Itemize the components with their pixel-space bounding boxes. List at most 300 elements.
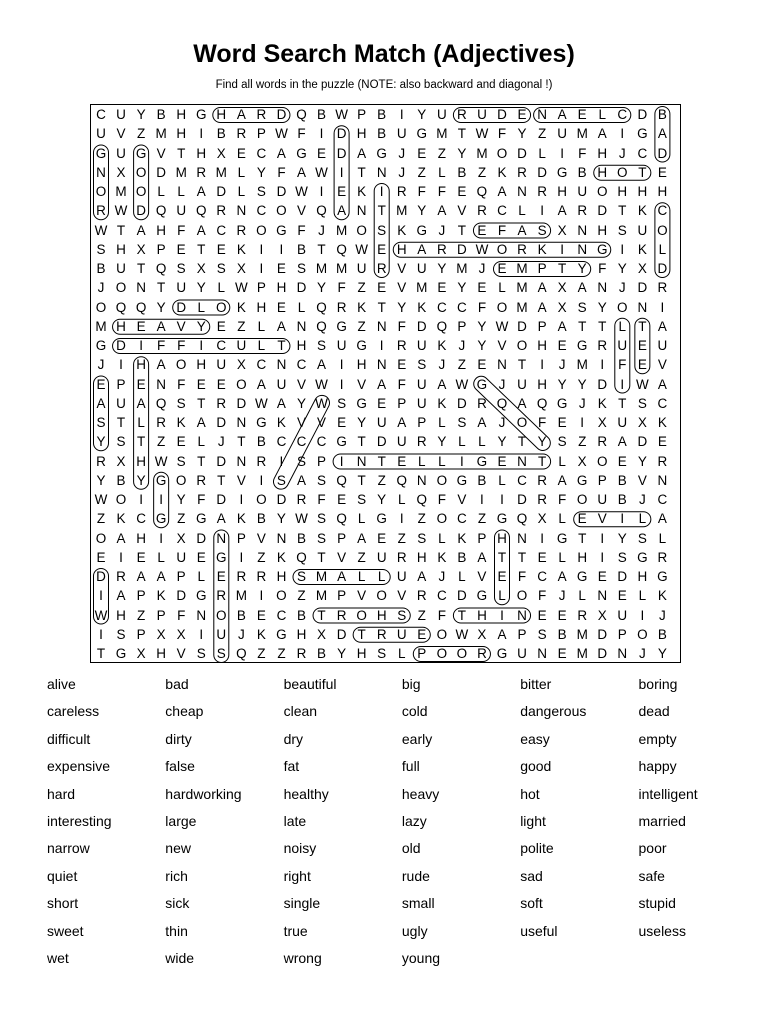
grid-letter: J xyxy=(478,261,486,276)
word-list-item: large xyxy=(165,813,197,829)
grid-letter: W xyxy=(475,241,489,257)
grid-letter: P xyxy=(517,626,527,642)
grid-letter: A xyxy=(477,549,487,565)
grid-letter: T xyxy=(357,434,366,450)
grid-letter: D xyxy=(597,203,608,219)
grid-letter: R xyxy=(396,338,407,353)
grid-letter: Y xyxy=(317,280,327,296)
grid-letter: G xyxy=(95,145,107,161)
grid-letter: W xyxy=(94,492,108,507)
grid-letter: T xyxy=(638,318,647,334)
word-list-item: wide xyxy=(165,950,195,966)
grid-letter: I xyxy=(540,203,544,219)
grid-letter: J xyxy=(438,569,446,584)
grid-letter: O xyxy=(95,530,107,546)
grid-letter: L xyxy=(397,492,406,507)
grid-letter: E xyxy=(637,357,647,373)
grid-letter: G xyxy=(276,626,287,642)
grid-letter: F xyxy=(437,184,446,199)
grid-letter: S xyxy=(96,241,106,257)
grid-letter: A xyxy=(397,415,407,430)
grid-letter: E xyxy=(457,184,467,199)
grid-letter: A xyxy=(437,376,447,392)
grid-letter: K xyxy=(437,338,447,353)
grid-letter: K xyxy=(236,299,246,315)
grid-letter: F xyxy=(397,318,406,334)
grid-letter: A xyxy=(296,164,306,180)
word-list-item: false xyxy=(165,758,195,775)
grid-letter: V xyxy=(296,376,306,392)
grid-letter: X xyxy=(477,626,487,642)
grid-letter: Y xyxy=(96,434,106,450)
grid-letter: E xyxy=(337,492,347,507)
grid-letter: E xyxy=(136,318,146,334)
grid-letter: I xyxy=(259,241,264,257)
grid-letter: L xyxy=(197,299,205,315)
grid-letter: N xyxy=(517,530,527,546)
grid-letter: I xyxy=(279,453,284,469)
grid-letter: G xyxy=(135,145,147,161)
grid-letter: K xyxy=(236,241,246,257)
grid-letter: G xyxy=(356,338,367,353)
grid-letter: Z xyxy=(357,318,366,334)
grid-letter: P xyxy=(537,318,547,334)
grid-letter: S xyxy=(296,569,306,584)
grid-letter: T xyxy=(517,357,527,373)
grid-letter: X xyxy=(116,453,126,469)
grid-letter: M xyxy=(456,261,468,276)
grid-letter: R xyxy=(597,338,608,353)
word-list-item: dirty xyxy=(165,730,192,747)
grid-letter: T xyxy=(157,280,166,296)
grid-letter: T xyxy=(357,164,366,180)
grid-letter: H xyxy=(216,107,227,122)
grid-letter: E xyxy=(417,626,427,642)
grid-letter: E xyxy=(377,241,387,257)
grid-letter: S xyxy=(457,415,467,430)
grid-letter: Q xyxy=(296,107,307,122)
grid-letter: L xyxy=(578,588,586,604)
grid-letter: C xyxy=(436,299,447,315)
grid-letter: T xyxy=(537,453,547,469)
grid-letter: F xyxy=(397,376,406,392)
word-list-item: useful xyxy=(520,922,558,939)
grid-letter: S xyxy=(116,626,126,642)
grid-letter: E xyxy=(557,607,567,623)
grid-letter: J xyxy=(498,376,506,392)
grid-letter: K xyxy=(176,415,186,430)
grid-letter: E xyxy=(657,164,667,180)
grid-letter: Y xyxy=(417,203,427,219)
grid-letter: U xyxy=(176,203,187,219)
grid-letter: A xyxy=(417,569,427,584)
grid-letter: Y xyxy=(497,434,507,450)
grid-letter: O xyxy=(256,492,267,507)
grid-letter: A xyxy=(377,376,387,392)
grid-letter: X xyxy=(577,453,587,469)
grid-letter: Q xyxy=(155,261,167,276)
grid-letter: D xyxy=(96,569,106,584)
grid-letter: Z xyxy=(357,280,366,296)
grid-letter: L xyxy=(357,569,366,584)
grid-letter: E xyxy=(377,395,387,411)
grid-letter: T xyxy=(377,299,386,315)
grid-letter: F xyxy=(497,126,507,142)
grid-letter: E xyxy=(617,588,627,604)
word-list-item: noisy xyxy=(283,840,317,857)
grid-letter: S xyxy=(176,395,186,411)
grid-letter: A xyxy=(276,318,286,334)
grid-letter: E xyxy=(397,453,407,469)
grid-letter: O xyxy=(216,299,227,315)
grid-letter: G xyxy=(416,126,428,142)
grid-letter: R xyxy=(256,569,267,584)
grid-letter: J xyxy=(97,357,105,373)
grid-letter: A xyxy=(557,318,567,334)
page-subtitle: Find all words in the puzzle (NOTE: also backward and diagonal !) xyxy=(215,79,553,91)
grid-letter: T xyxy=(217,472,226,488)
grid-letter: N xyxy=(236,203,247,219)
grid-letter: I xyxy=(460,453,464,469)
grid-letter: F xyxy=(177,376,186,392)
grid-letter: J xyxy=(659,607,666,623)
grid-letter: H xyxy=(196,145,207,161)
grid-letter: I xyxy=(600,549,605,565)
grid-letter: B xyxy=(116,472,126,488)
grid-letter: D xyxy=(457,588,467,604)
grid-letter: U xyxy=(396,434,407,450)
grid-letter: R xyxy=(336,299,347,315)
word-list-item: true xyxy=(283,922,308,939)
grid-letter: H xyxy=(617,184,628,199)
grid-letter: J xyxy=(558,588,566,604)
grid-letter: Y xyxy=(637,453,647,469)
grid-letter: F xyxy=(297,222,306,238)
grid-letter: K xyxy=(657,415,667,430)
grid-letter: Z xyxy=(377,472,386,488)
grid-letter: C xyxy=(296,434,307,450)
grid-letter: X xyxy=(597,607,607,623)
grid-letter: B xyxy=(457,549,467,565)
grid-letter: R xyxy=(396,184,407,199)
grid-letter: B xyxy=(557,626,567,642)
grid-letter: H xyxy=(537,338,547,353)
word-list-item: beautiful xyxy=(283,676,337,692)
grid-letter: B xyxy=(236,607,246,623)
grid-letter: Y xyxy=(196,318,206,334)
grid-letter: J xyxy=(398,145,406,161)
grid-letter: S xyxy=(296,261,306,276)
grid-letter: I xyxy=(139,338,143,353)
grid-letter: B xyxy=(296,607,306,623)
grid-letter: F xyxy=(437,607,446,623)
word-list-item: safe xyxy=(638,867,665,884)
grid-letter: B xyxy=(477,472,487,488)
grid-letter: H xyxy=(156,646,167,661)
grid-letter: H xyxy=(176,107,187,122)
grid-letter: A xyxy=(136,222,146,238)
grid-letter: U xyxy=(396,569,407,584)
grid-letter: R xyxy=(477,646,487,661)
grid-letter: U xyxy=(396,626,407,642)
grid-letter: P xyxy=(156,607,166,623)
grid-letter: F xyxy=(297,126,306,142)
grid-letter: A xyxy=(657,318,667,334)
grid-letter: C xyxy=(136,511,146,527)
grid-letter: Y xyxy=(136,107,146,122)
grid-letter: H xyxy=(136,357,146,373)
grid-letter: K xyxy=(397,222,407,238)
grid-letter: S xyxy=(116,434,126,450)
grid-letter: C xyxy=(436,588,447,604)
grid-letter: I xyxy=(99,626,103,642)
grid-letter: P xyxy=(116,376,126,392)
grid-letter: F xyxy=(177,607,186,623)
word-list-item: useless xyxy=(638,922,686,939)
grid-letter: S xyxy=(417,530,427,546)
grid-letter: C xyxy=(517,472,527,488)
grid-letter: O xyxy=(657,222,668,238)
grid-letter: I xyxy=(540,530,544,546)
grid-letter: A xyxy=(357,145,367,161)
grid-letter: R xyxy=(236,222,247,238)
grid-letter: M xyxy=(315,261,328,276)
grid-letter: W xyxy=(355,241,369,257)
grid-letter: L xyxy=(478,434,486,450)
grid-letter: L xyxy=(438,453,446,469)
grid-letter: T xyxy=(457,126,467,142)
grid-letter: J xyxy=(618,280,626,296)
grid-letter: L xyxy=(498,472,506,488)
word-list-item: polite xyxy=(520,840,554,857)
grid-letter: B xyxy=(296,241,306,257)
grid-letter: P xyxy=(337,588,347,604)
grid-letter: A xyxy=(236,107,246,122)
grid-letter: E xyxy=(617,453,627,469)
grid-letter: H xyxy=(116,607,126,623)
grid-letter: O xyxy=(617,164,628,180)
grid-letter: I xyxy=(339,357,344,373)
grid-letter: X xyxy=(236,261,246,276)
grid-letter: E xyxy=(216,569,226,584)
grid-letter: U xyxy=(176,549,187,565)
grid-letter: R xyxy=(296,646,307,661)
word-list-item: married xyxy=(638,813,686,829)
grid-letter: R xyxy=(657,453,668,469)
grid-letter: U xyxy=(176,280,187,296)
word-list-item: sick xyxy=(165,895,190,912)
grid-letter: B xyxy=(377,126,387,142)
grid-letter: G xyxy=(276,222,287,238)
word-list-item: dead xyxy=(638,703,670,720)
grid-letter: Y xyxy=(657,646,667,661)
grid-letter: M xyxy=(576,646,588,661)
grid-letter: S xyxy=(216,261,226,276)
grid-letter: F xyxy=(177,338,186,353)
word-list-item: sweet xyxy=(47,922,84,939)
grid-letter: E xyxy=(377,280,387,296)
grid-letter: Y xyxy=(377,492,387,507)
word-list-item: clean xyxy=(283,703,318,720)
grid-letter: H xyxy=(637,184,648,199)
grid-letter: S xyxy=(256,184,266,199)
grid-letter: M xyxy=(516,299,528,315)
grid-letter: S xyxy=(276,472,286,488)
grid-letter: S xyxy=(537,626,547,642)
grid-letter: T xyxy=(177,145,186,161)
grid-letter: G xyxy=(556,530,568,546)
grid-letter: R xyxy=(256,107,267,122)
grid-letter: V xyxy=(156,145,166,161)
grid-letter: S xyxy=(417,357,427,373)
grid-letter: X xyxy=(216,145,226,161)
grid-letter: O xyxy=(95,299,107,315)
grid-letter: F xyxy=(197,492,206,507)
grid-letter: E xyxy=(537,549,547,565)
grid-letter: M xyxy=(516,261,528,276)
grid-letter: G xyxy=(195,588,207,604)
grid-letter: L xyxy=(658,530,667,546)
grid-letter: Y xyxy=(136,472,146,488)
grid-letter: A xyxy=(196,222,206,238)
grid-letter: L xyxy=(257,338,266,353)
grid-letter: E xyxy=(437,280,447,296)
word-list-item: soft xyxy=(520,895,543,912)
grid-letter: X xyxy=(176,626,186,642)
grid-letter: J xyxy=(438,222,446,238)
grid-letter: E xyxy=(276,261,286,276)
grid-letter: R xyxy=(336,607,347,623)
grid-letter: N xyxy=(657,472,668,488)
grid-letter: N xyxy=(416,472,427,488)
grid-letter: N xyxy=(517,607,527,623)
grid-letter: L xyxy=(217,280,226,296)
grid-letter: G xyxy=(637,549,648,565)
grid-letter: F xyxy=(558,492,567,507)
grid-letter: U xyxy=(416,261,427,276)
grid-letter: L xyxy=(438,164,446,180)
grid-letter: W xyxy=(335,107,348,122)
grid-letter: H xyxy=(256,299,267,315)
grid-letter: V xyxy=(457,492,467,507)
grid-letter: P xyxy=(617,626,627,642)
grid-letter: A xyxy=(136,569,146,584)
grid-letter: B xyxy=(96,261,106,276)
grid-letter: T xyxy=(237,434,246,450)
grid-letter: P xyxy=(417,646,427,661)
grid-letter: D xyxy=(637,280,648,296)
grid-letter: K xyxy=(417,299,427,315)
grid-letter: Z xyxy=(136,607,146,623)
grid-letter: L xyxy=(177,184,185,199)
grid-letter: S xyxy=(377,646,387,661)
grid-letter: A xyxy=(537,299,547,315)
grid-letter: X xyxy=(557,222,567,238)
grid-letter: N xyxy=(276,530,287,546)
grid-letter: R xyxy=(256,453,267,469)
grid-letter: W xyxy=(635,376,649,392)
grid-letter: K xyxy=(256,626,266,642)
letter-grid xyxy=(91,105,680,662)
grid-letter: A xyxy=(256,376,266,392)
word-list-item: stupid xyxy=(638,895,676,912)
grid-letter: U xyxy=(557,126,568,142)
grid-letter: X xyxy=(236,357,246,373)
word-list-item: new xyxy=(165,840,191,857)
grid-letter: M xyxy=(315,588,328,604)
grid-letter: V xyxy=(296,203,306,219)
grid-letter: D xyxy=(216,492,227,507)
grid-letter: D xyxy=(336,145,347,161)
grid-letter: K xyxy=(597,395,607,411)
grid-letter: B xyxy=(317,646,327,661)
grid-letter: U xyxy=(617,415,628,430)
grid-letter: E xyxy=(577,107,587,122)
grid-letter: N xyxy=(517,184,527,199)
grid-letter: Z xyxy=(297,588,306,604)
grid-letter: Q xyxy=(236,646,247,661)
grid-letter: F xyxy=(417,184,426,199)
grid-letter: Y xyxy=(357,415,367,430)
grid-letter: V xyxy=(497,338,507,353)
grid-letter: N xyxy=(96,164,106,180)
grid-letter: L xyxy=(458,569,466,584)
word-list-item: empty xyxy=(638,730,677,747)
grid-letter: B xyxy=(256,511,266,527)
grid-letter: R xyxy=(236,569,247,584)
grid-letter: O xyxy=(496,145,508,161)
grid-letter: M xyxy=(215,164,227,180)
grid-letter: C xyxy=(96,107,106,122)
grid-letter: T xyxy=(116,222,126,238)
grid-letter: J xyxy=(618,145,626,161)
grid-letter: K xyxy=(637,203,647,219)
grid-letter: U xyxy=(376,549,387,565)
grid-letter: A xyxy=(337,569,347,584)
grid-letter: W xyxy=(295,184,308,199)
grid-letter: N xyxy=(597,280,608,296)
grid-letter: G xyxy=(456,472,468,488)
grid-letter: S xyxy=(176,453,186,469)
grid-letter: V xyxy=(397,280,407,296)
grid-letter: W xyxy=(475,126,489,142)
grid-letter: L xyxy=(638,511,647,527)
grid-letter: D xyxy=(657,145,668,161)
grid-letter: M xyxy=(315,569,328,584)
word-list-item: cold xyxy=(401,703,428,720)
grid-letter: W xyxy=(455,376,469,392)
grid-letter: C xyxy=(216,338,227,353)
grid-letter: U xyxy=(216,626,227,642)
grid-letter: A xyxy=(357,530,367,546)
grid-letter: K xyxy=(637,241,647,257)
grid-letter: H xyxy=(296,626,307,642)
grid-letter: Z xyxy=(417,511,426,527)
word-list-item: young xyxy=(401,950,441,966)
grid-letter: F xyxy=(337,280,346,296)
grid-letter: H xyxy=(597,164,608,180)
grid-letter: R xyxy=(216,203,227,219)
grid-letter: F xyxy=(317,492,326,507)
grid-letter: H xyxy=(597,222,608,238)
grid-letter: R xyxy=(216,588,227,604)
grid-letter: Y xyxy=(477,318,487,334)
grid-letter: U xyxy=(477,107,487,122)
grid-letter: B xyxy=(317,107,327,122)
grid-letter: I xyxy=(259,261,264,276)
grid-letter: L xyxy=(438,415,446,430)
grid-letter: E xyxy=(96,549,106,565)
